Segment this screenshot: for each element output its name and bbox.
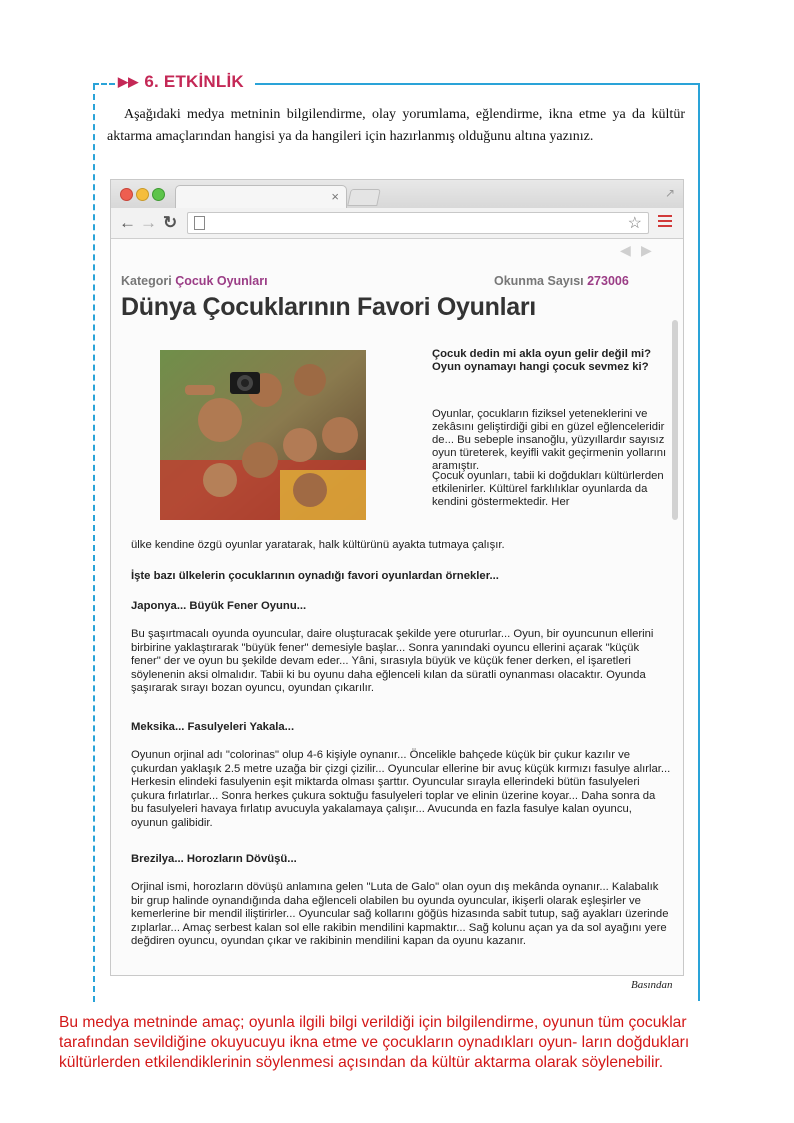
activity-title-text: 6. ETKİNLİK <box>144 72 244 91</box>
star-icon[interactable]: ☆ <box>627 215 642 232</box>
frame-left-border <box>93 84 95 1002</box>
frame-top-border <box>255 83 699 85</box>
article-title: Dünya Çocuklarının Favori Oyunları <box>121 293 536 321</box>
forward-arrow-icon[interactable]: → <box>140 213 157 232</box>
article-lead: Çocuk dedin mi akla oyun gelir değil mi? Oyun oynamayı hangi çocuk sevmez ki? <box>432 348 652 373</box>
minimize-window-icon[interactable] <box>136 188 149 201</box>
browser-toolbar <box>111 208 683 239</box>
menu-icon[interactable] <box>658 215 672 230</box>
double-arrow-icon: ▶▶ <box>118 74 139 89</box>
next-page-icon[interactable]: ▶ <box>641 242 652 258</box>
section-heading-japan: Japonya... Büyük Fener Oyunu... <box>131 600 307 612</box>
page-icon <box>194 216 205 230</box>
new-tab-button[interactable] <box>347 189 381 206</box>
browser-tab[interactable] <box>175 185 347 209</box>
article-intro-1: Oyunlar, çocukların fiziksel yeteneklerini ve zekâsını geliştirdiği gibi en güzel eğlenceleridir de... Bu sebeple insanoğlu, yüzyıllardır sayısız oyun türeterek, keyifli vakit geçirmenin yollarını aramıştır. <box>432 408 667 472</box>
section-text-mexico: Oyunun orjinal adı "colorinas" olup 4-6 kişiyle oynanır... Öncelikle bahçede küçük bir çukur kazılır ve çukurdan yaklaşık 2.5 metre uzağa bir çizgi çizilir... Oyuncular ellerine bir avuç küçük kırmızı fasulye alırlar... Herkesin elindeki fasulyenin eşit miktarda olması şarttır. Oyuncular sırayla ellerindeki bütün fasulyeleri çukura fırlatırlar... Sonra herkes çukura soktuğu fasulyeleri toplar ve elinin üzerine koyar... Daha sonra da bu fasulyeleri havaya fırlatıp avucuyla yakalamaya çalışır... Avucunda en fazla fasulye kalan oyuncu, oyunun galibidir. <box>131 749 671 829</box>
close-window-icon[interactable] <box>120 188 133 201</box>
section-text-japan: Bu şaşırtmacalı oyunda oyuncular, daire oluşturacak şekilde yere otururlar... Oyun, bir oyuncunun ellerini birbirine yaklaştırarak "büyük fener" demesiyle başlar... Sonra yanındaki oyuncu ellerini açarak "küçük fener" der ve oyun bu şekilde devam eder... Yâni, sırasıyla büyük ve küçük fener derken, el işaretleri söylenenin aksi olmalıdır. Tabii ki bu oyunu daha eğlenceli kılan da süratli oynanması olacaktır. Oyunda şaşırarak sırayı bozan oyuncu, oyundan çıkarılır. <box>131 628 654 695</box>
maximize-window-icon[interactable] <box>152 188 165 201</box>
activity-instructions: Aşağıdaki medya metninin bilgilendirme, olay yorumlama, eğlendirme, ikna etme ya da kültür aktarma amaçlarından hangisi ya da hangileri için hazırlanmış olduğunu altına yazınız. <box>107 107 685 144</box>
examples-heading: İşte bazı ülkelerin çocuklarının oynadığı favori oyunlardan örnekler... <box>131 570 499 582</box>
browser-tab-bar <box>111 180 683 208</box>
fullscreen-icon[interactable]: ↗ <box>664 186 675 200</box>
article-source: Basından <box>631 979 673 991</box>
browser-window <box>110 179 684 976</box>
scrollbar-thumb[interactable] <box>672 320 678 520</box>
article-category <box>121 274 268 288</box>
frame-right-border <box>698 83 700 1001</box>
article-intro-2: Çocuk oyunları, tabii ki doğdukları kültürlerden etkilenirler. Kültürel farklılıklar oyunlarda da kendini göstermektedir. Her <box>432 470 664 508</box>
back-arrow-icon[interactable]: ← <box>119 213 136 232</box>
previous-page-icon[interactable]: ◀ <box>620 242 631 258</box>
section-text-brazil: Orjinal ismi, horozların dövüşü anlamına gelen "Luta de Galo" olan oyun dış mekânda oynanır... Kalabalık bir grup halinde oynandığında daha eğlenceli olabilen bu oyunda oyuncular, ikişerli olarak eşleşirler ve kemerlerine bir mendil iliştirirler... Oyuncular sağ kollarını göğüs hizasında sabit tutup, sağ ayakları üzerinde zıplarlar... Amaç serbest kalan sol elle rakibin mendilini kapmaktır... Sağ kolunu açan ya da sol ayağını yere değdiren oyuncu, oyundan çıkar ve rakibinin mendilini kapan da oyunu kazanır. <box>131 881 669 948</box>
answer-text: Bu medya metninde amaç; oyunla ilgili bilgi verildiği için bilgilendirme, oyunun tüm çocuklar tarafından sevildiğine okuyucuyu ikna etme ve çocukların oynadıkları oyun- ların doğdukları kültürlerden etkilendiklerinin söylenmesi açısından da kültür aktarma olarak söylenebilir. <box>59 1014 690 1071</box>
views-label: Okunma Sayısı <box>494 274 584 288</box>
section-heading-mexico: Meksika... Fasulyeleri Yakala... <box>131 721 295 733</box>
section-heading-brazil: Brezilya... Horozların Dövüşü... <box>131 853 297 865</box>
address-bar[interactable] <box>187 212 649 234</box>
activity-title <box>118 72 244 92</box>
views-count: 273006 <box>587 274 629 288</box>
frame-top-left-border <box>93 83 115 85</box>
article-views <box>494 274 629 288</box>
tab-close-icon[interactable]: × <box>331 189 339 204</box>
children-photo <box>160 350 366 520</box>
category-label: Kategori <box>121 274 172 288</box>
category-link[interactable]: Çocuk Oyunları <box>175 274 268 288</box>
article-intro-2-continued: ülke kendine özgü oyunlar yaratarak, halk kültürünü ayakta tutmaya çalışır. <box>131 539 505 551</box>
reload-icon[interactable]: ↻ <box>163 213 178 232</box>
